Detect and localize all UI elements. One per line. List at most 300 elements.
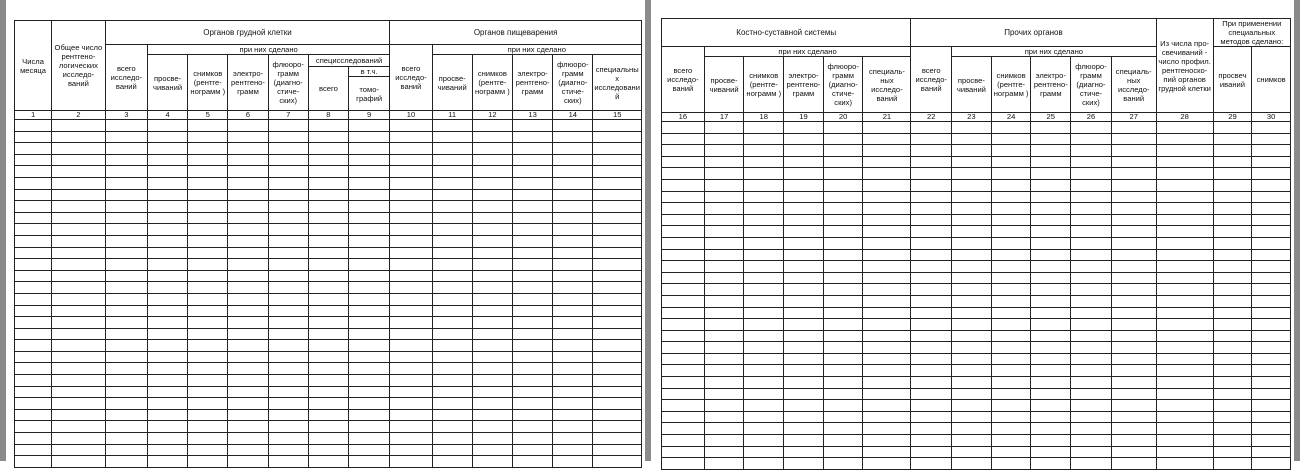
entry-cell[interactable] [863, 342, 911, 354]
entry-cell[interactable] [744, 122, 784, 134]
entry-cell[interactable] [1252, 145, 1291, 157]
entry-cell[interactable] [991, 284, 1031, 296]
entry-cell[interactable] [593, 293, 642, 305]
entry-cell[interactable] [911, 400, 952, 412]
entry-cell[interactable] [553, 270, 593, 282]
entry-cell[interactable] [1071, 122, 1112, 134]
entry-cell[interactable] [1213, 458, 1252, 470]
entry-cell[interactable] [1031, 133, 1071, 145]
entry-cell[interactable] [147, 456, 187, 468]
entry-cell[interactable] [308, 235, 348, 247]
entry-cell[interactable] [147, 201, 187, 213]
entry-cell[interactable] [744, 133, 784, 145]
entry-cell[interactable] [268, 143, 308, 155]
entry-cell[interactable] [911, 237, 952, 249]
entry-cell[interactable] [1071, 191, 1112, 203]
entry-cell[interactable] [1156, 249, 1213, 261]
entry-cell[interactable] [784, 342, 824, 354]
entry-cell[interactable] [784, 295, 824, 307]
entry-cell[interactable] [188, 317, 228, 329]
entry-cell[interactable] [1071, 249, 1112, 261]
entry-cell[interactable] [704, 319, 744, 331]
entry-cell[interactable] [1213, 365, 1252, 377]
entry-cell[interactable] [349, 224, 390, 236]
entry-cell[interactable] [1071, 284, 1112, 296]
entry-cell[interactable] [823, 446, 863, 458]
entry-cell[interactable] [349, 293, 390, 305]
entry-cell[interactable] [1031, 365, 1071, 377]
entry-cell[interactable] [52, 444, 106, 456]
entry-cell[interactable] [1111, 122, 1156, 134]
entry-cell[interactable] [390, 375, 432, 387]
entry-cell[interactable] [863, 435, 911, 447]
entry-cell[interactable] [147, 247, 187, 259]
entry-cell[interactable] [1252, 168, 1291, 180]
entry-cell[interactable] [15, 235, 52, 247]
entry-cell[interactable] [911, 191, 952, 203]
entry-cell[interactable] [308, 224, 348, 236]
entry-cell[interactable] [952, 272, 992, 284]
entry-cell[interactable] [1111, 272, 1156, 284]
entry-cell[interactable] [228, 433, 268, 445]
entry-cell[interactable] [704, 226, 744, 238]
entry-cell[interactable] [390, 421, 432, 433]
entry-cell[interactable] [308, 282, 348, 294]
entry-cell[interactable] [1156, 330, 1213, 342]
entry-cell[interactable] [52, 270, 106, 282]
entry-cell[interactable] [308, 293, 348, 305]
entry-cell[interactable] [952, 133, 992, 145]
entry-cell[interactable] [228, 143, 268, 155]
entry-cell[interactable] [991, 365, 1031, 377]
entry-cell[interactable] [823, 249, 863, 261]
entry-cell[interactable] [553, 375, 593, 387]
entry-cell[interactable] [188, 305, 228, 317]
entry-cell[interactable] [1156, 203, 1213, 215]
entry-cell[interactable] [911, 377, 952, 389]
entry-cell[interactable] [147, 235, 187, 247]
entry-cell[interactable] [911, 203, 952, 215]
entry-cell[interactable] [863, 145, 911, 157]
entry-cell[interactable] [991, 411, 1031, 423]
entry-cell[interactable] [911, 284, 952, 296]
entry-cell[interactable] [390, 444, 432, 456]
entry-cell[interactable] [1156, 272, 1213, 284]
entry-cell[interactable] [744, 423, 784, 435]
entry-cell[interactable] [744, 307, 784, 319]
entry-cell[interactable] [863, 353, 911, 365]
entry-cell[interactable] [863, 226, 911, 238]
entry-cell[interactable] [911, 446, 952, 458]
entry-cell[interactable] [952, 168, 992, 180]
entry-cell[interactable] [784, 272, 824, 284]
entry-cell[interactable] [472, 143, 512, 155]
entry-cell[interactable] [704, 400, 744, 412]
entry-cell[interactable] [390, 143, 432, 155]
entry-cell[interactable] [228, 154, 268, 166]
entry-cell[interactable] [952, 203, 992, 215]
entry-cell[interactable] [1213, 214, 1252, 226]
entry-cell[interactable] [823, 330, 863, 342]
entry-cell[interactable] [784, 423, 824, 435]
entry-cell[interactable] [553, 259, 593, 271]
entry-cell[interactable] [744, 214, 784, 226]
entry-cell[interactable] [662, 156, 705, 168]
entry-cell[interactable] [52, 433, 106, 445]
entry-cell[interactable] [432, 247, 472, 259]
entry-cell[interactable] [512, 305, 552, 317]
entry-cell[interactable] [1252, 191, 1291, 203]
entry-cell[interactable] [1252, 377, 1291, 389]
entry-cell[interactable] [863, 411, 911, 423]
entry-cell[interactable] [349, 340, 390, 352]
entry-cell[interactable] [1156, 191, 1213, 203]
entry-cell[interactable] [432, 340, 472, 352]
entry-cell[interactable] [952, 237, 992, 249]
entry-cell[interactable] [952, 249, 992, 261]
entry-cell[interactable] [188, 351, 228, 363]
entry-cell[interactable] [15, 433, 52, 445]
entry-cell[interactable] [1071, 411, 1112, 423]
entry-cell[interactable] [105, 143, 147, 155]
entry-cell[interactable] [863, 365, 911, 377]
entry-cell[interactable] [662, 319, 705, 331]
entry-cell[interactable] [512, 212, 552, 224]
entry-cell[interactable] [704, 156, 744, 168]
entry-cell[interactable] [228, 189, 268, 201]
entry-cell[interactable] [52, 317, 106, 329]
entry-cell[interactable] [662, 249, 705, 261]
entry-cell[interactable] [390, 247, 432, 259]
entry-cell[interactable] [744, 353, 784, 365]
entry-cell[interactable] [52, 212, 106, 224]
entry-cell[interactable] [662, 145, 705, 157]
entry-cell[interactable] [662, 133, 705, 145]
entry-cell[interactable] [268, 375, 308, 387]
entry-cell[interactable] [991, 214, 1031, 226]
entry-cell[interactable] [662, 411, 705, 423]
entry-cell[interactable] [52, 259, 106, 271]
entry-cell[interactable] [308, 456, 348, 468]
entry-cell[interactable] [991, 226, 1031, 238]
entry-cell[interactable] [662, 168, 705, 180]
entry-cell[interactable] [472, 177, 512, 189]
entry-cell[interactable] [1213, 156, 1252, 168]
entry-cell[interactable] [228, 317, 268, 329]
entry-cell[interactable] [1111, 226, 1156, 238]
entry-cell[interactable] [704, 261, 744, 273]
entry-cell[interactable] [147, 398, 187, 410]
entry-cell[interactable] [744, 145, 784, 157]
entry-cell[interactable] [432, 293, 472, 305]
entry-cell[interactable] [1031, 400, 1071, 412]
entry-cell[interactable] [952, 353, 992, 365]
entry-cell[interactable] [911, 307, 952, 319]
entry-cell[interactable] [1071, 377, 1112, 389]
entry-cell[interactable] [704, 191, 744, 203]
entry-cell[interactable] [512, 363, 552, 375]
entry-cell[interactable] [784, 319, 824, 331]
entry-cell[interactable] [512, 433, 552, 445]
entry-cell[interactable] [390, 386, 432, 398]
entry-cell[interactable] [553, 328, 593, 340]
entry-cell[interactable] [188, 143, 228, 155]
entry-cell[interactable] [704, 365, 744, 377]
entry-cell[interactable] [1111, 458, 1156, 470]
entry-cell[interactable] [1031, 307, 1071, 319]
entry-cell[interactable] [188, 409, 228, 421]
entry-cell[interactable] [268, 409, 308, 421]
entry-cell[interactable] [52, 375, 106, 387]
entry-cell[interactable] [952, 319, 992, 331]
entry-cell[interactable] [823, 377, 863, 389]
entry-cell[interactable] [1031, 203, 1071, 215]
entry-cell[interactable] [349, 143, 390, 155]
entry-cell[interactable] [863, 133, 911, 145]
entry-cell[interactable] [308, 328, 348, 340]
entry-cell[interactable] [784, 446, 824, 458]
entry-cell[interactable] [472, 201, 512, 213]
entry-cell[interactable] [823, 133, 863, 145]
entry-cell[interactable] [744, 446, 784, 458]
entry-cell[interactable] [1252, 226, 1291, 238]
entry-cell[interactable] [553, 456, 593, 468]
entry-cell[interactable] [553, 444, 593, 456]
entry-cell[interactable] [15, 154, 52, 166]
entry-cell[interactable] [593, 444, 642, 456]
entry-cell[interactable] [1071, 435, 1112, 447]
entry-cell[interactable] [147, 259, 187, 271]
entry-cell[interactable] [863, 191, 911, 203]
entry-cell[interactable] [228, 120, 268, 132]
entry-cell[interactable] [991, 133, 1031, 145]
entry-cell[interactable] [1031, 411, 1071, 423]
entry-cell[interactable] [512, 143, 552, 155]
entry-cell[interactable] [105, 259, 147, 271]
entry-cell[interactable] [1071, 423, 1112, 435]
entry-cell[interactable] [784, 191, 824, 203]
entry-cell[interactable] [349, 409, 390, 421]
entry-cell[interactable] [349, 386, 390, 398]
entry-cell[interactable] [744, 226, 784, 238]
entry-cell[interactable] [911, 458, 952, 470]
entry-cell[interactable] [1156, 122, 1213, 134]
entry-cell[interactable] [390, 166, 432, 178]
entry-cell[interactable] [228, 386, 268, 398]
entry-cell[interactable] [553, 177, 593, 189]
entry-cell[interactable] [553, 398, 593, 410]
entry-cell[interactable] [744, 295, 784, 307]
entry-cell[interactable] [952, 330, 992, 342]
entry-cell[interactable] [15, 444, 52, 456]
entry-cell[interactable] [308, 270, 348, 282]
entry-cell[interactable] [1156, 342, 1213, 354]
entry-cell[interactable] [823, 145, 863, 157]
entry-cell[interactable] [52, 189, 106, 201]
entry-cell[interactable] [1111, 377, 1156, 389]
entry-cell[interactable] [228, 259, 268, 271]
entry-cell[interactable] [308, 409, 348, 421]
entry-cell[interactable] [15, 212, 52, 224]
entry-cell[interactable] [1071, 226, 1112, 238]
entry-cell[interactable] [52, 351, 106, 363]
entry-cell[interactable] [593, 212, 642, 224]
entry-cell[interactable] [472, 282, 512, 294]
entry-cell[interactable] [784, 203, 824, 215]
entry-cell[interactable] [991, 423, 1031, 435]
entry-cell[interactable] [553, 409, 593, 421]
entry-cell[interactable] [593, 143, 642, 155]
entry-cell[interactable] [105, 351, 147, 363]
entry-cell[interactable] [512, 444, 552, 456]
entry-cell[interactable] [911, 122, 952, 134]
entry-cell[interactable] [784, 435, 824, 447]
entry-cell[interactable] [553, 154, 593, 166]
entry-cell[interactable] [1213, 133, 1252, 145]
entry-cell[interactable] [1111, 191, 1156, 203]
entry-cell[interactable] [823, 261, 863, 273]
entry-cell[interactable] [662, 342, 705, 354]
entry-cell[interactable] [512, 235, 552, 247]
entry-cell[interactable] [704, 237, 744, 249]
entry-cell[interactable] [432, 305, 472, 317]
entry-cell[interactable] [593, 224, 642, 236]
entry-cell[interactable] [1213, 295, 1252, 307]
entry-cell[interactable] [15, 409, 52, 421]
entry-cell[interactable] [1111, 156, 1156, 168]
entry-cell[interactable] [228, 212, 268, 224]
entry-cell[interactable] [228, 375, 268, 387]
entry-cell[interactable] [704, 342, 744, 354]
entry-cell[interactable] [390, 201, 432, 213]
entry-cell[interactable] [952, 191, 992, 203]
entry-cell[interactable] [1071, 237, 1112, 249]
entry-cell[interactable] [147, 224, 187, 236]
entry-cell[interactable] [784, 307, 824, 319]
entry-cell[interactable] [1111, 249, 1156, 261]
entry-cell[interactable] [268, 293, 308, 305]
entry-cell[interactable] [105, 363, 147, 375]
entry-cell[interactable] [784, 388, 824, 400]
entry-cell[interactable] [147, 154, 187, 166]
entry-cell[interactable] [863, 272, 911, 284]
entry-cell[interactable] [268, 212, 308, 224]
entry-cell[interactable] [188, 189, 228, 201]
entry-cell[interactable] [349, 433, 390, 445]
entry-cell[interactable] [147, 444, 187, 456]
entry-cell[interactable] [1031, 168, 1071, 180]
entry-cell[interactable] [268, 305, 308, 317]
entry-cell[interactable] [784, 284, 824, 296]
entry-cell[interactable] [863, 458, 911, 470]
entry-cell[interactable] [472, 166, 512, 178]
entry-cell[interactable] [147, 120, 187, 132]
entry-cell[interactable] [593, 351, 642, 363]
entry-cell[interactable] [1071, 156, 1112, 168]
entry-cell[interactable] [105, 177, 147, 189]
entry-cell[interactable] [704, 435, 744, 447]
entry-cell[interactable] [15, 201, 52, 213]
entry-cell[interactable] [52, 143, 106, 155]
entry-cell[interactable] [105, 235, 147, 247]
entry-cell[interactable] [308, 120, 348, 132]
entry-cell[interactable] [911, 423, 952, 435]
entry-cell[interactable] [512, 166, 552, 178]
entry-cell[interactable] [911, 156, 952, 168]
entry-cell[interactable] [744, 458, 784, 470]
entry-cell[interactable] [432, 235, 472, 247]
entry-cell[interactable] [593, 154, 642, 166]
entry-cell[interactable] [349, 398, 390, 410]
entry-cell[interactable] [512, 421, 552, 433]
entry-cell[interactable] [52, 398, 106, 410]
entry-cell[interactable] [15, 328, 52, 340]
entry-cell[interactable] [952, 423, 992, 435]
entry-cell[interactable] [188, 224, 228, 236]
entry-cell[interactable] [268, 166, 308, 178]
entry-cell[interactable] [593, 328, 642, 340]
entry-cell[interactable] [991, 330, 1031, 342]
entry-cell[interactable] [432, 421, 472, 433]
entry-cell[interactable] [1031, 446, 1071, 458]
entry-cell[interactable] [472, 456, 512, 468]
entry-cell[interactable] [704, 307, 744, 319]
entry-cell[interactable] [1156, 214, 1213, 226]
entry-cell[interactable] [744, 319, 784, 331]
entry-cell[interactable] [1252, 400, 1291, 412]
entry-cell[interactable] [784, 353, 824, 365]
entry-cell[interactable] [593, 305, 642, 317]
entry-cell[interactable] [228, 270, 268, 282]
entry-cell[interactable] [390, 131, 432, 143]
entry-cell[interactable] [593, 317, 642, 329]
entry-cell[interactable] [1156, 237, 1213, 249]
entry-cell[interactable] [1111, 388, 1156, 400]
entry-cell[interactable] [268, 177, 308, 189]
entry-cell[interactable] [188, 363, 228, 375]
entry-cell[interactable] [744, 237, 784, 249]
entry-cell[interactable] [863, 156, 911, 168]
entry-cell[interactable] [390, 433, 432, 445]
entry-cell[interactable] [593, 409, 642, 421]
entry-cell[interactable] [662, 388, 705, 400]
entry-cell[interactable] [349, 305, 390, 317]
entry-cell[interactable] [991, 203, 1031, 215]
entry-cell[interactable] [863, 446, 911, 458]
entry-cell[interactable] [911, 226, 952, 238]
entry-cell[interactable] [823, 203, 863, 215]
entry-cell[interactable] [823, 226, 863, 238]
entry-cell[interactable] [349, 444, 390, 456]
entry-cell[interactable] [1252, 307, 1291, 319]
entry-cell[interactable] [784, 458, 824, 470]
entry-cell[interactable] [1213, 411, 1252, 423]
entry-cell[interactable] [147, 386, 187, 398]
entry-cell[interactable] [308, 212, 348, 224]
entry-cell[interactable] [1213, 284, 1252, 296]
entry-cell[interactable] [1071, 353, 1112, 365]
entry-cell[interactable] [1213, 191, 1252, 203]
entry-cell[interactable] [105, 166, 147, 178]
entry-cell[interactable] [863, 284, 911, 296]
entry-cell[interactable] [15, 120, 52, 132]
entry-cell[interactable] [390, 282, 432, 294]
entry-cell[interactable] [1156, 423, 1213, 435]
entry-cell[interactable] [349, 247, 390, 259]
entry-cell[interactable] [512, 224, 552, 236]
entry-cell[interactable] [1156, 435, 1213, 447]
entry-cell[interactable] [147, 409, 187, 421]
